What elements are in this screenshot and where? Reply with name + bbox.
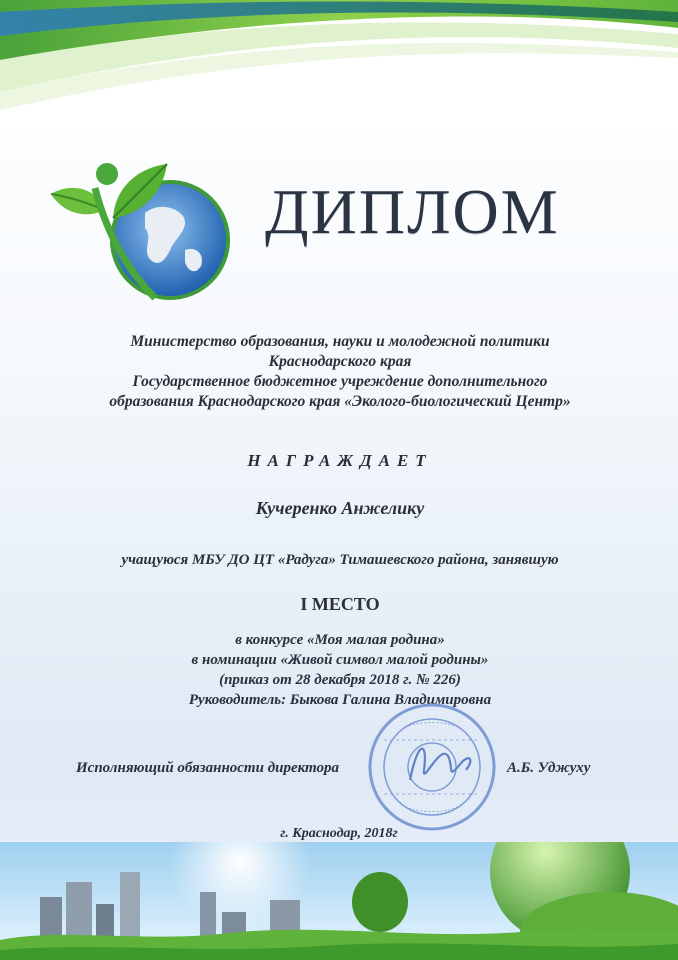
signature-row	[0, 760, 678, 790]
contest-block	[40, 630, 640, 710]
place-heading: I МЕСТО	[300, 594, 380, 614]
awards-heading: НАГРАЖДАЕТ	[247, 451, 433, 470]
contest-line: (приказ от 28 декабря 2018 г. № 226)	[219, 672, 461, 688]
student-info: учащуюся МБУ ДО ЦТ «Радуга» Тимашевского района, занявшую	[121, 552, 559, 568]
organization-line: Краснодарского края	[268, 353, 412, 370]
contest-line: в номинации «Живой символ малой родины»	[191, 652, 489, 668]
top-wave-banner	[0, 0, 678, 130]
city-year: г. Краснодар, 2018г	[280, 826, 398, 841]
leaf-globe-logo	[45, 158, 235, 308]
recipient-name: Кучеренко Анжелику	[255, 498, 425, 518]
organization-block	[40, 332, 640, 412]
contest-line: Руководитель: Быкова Галина Владимировна	[188, 692, 492, 708]
organization-line: образования Краснодарского края «Эколого-биологический Центр»	[109, 393, 571, 410]
signatory-position: Исполняющий обязанности директора	[76, 760, 340, 776]
organization-line: Министерство образования, науки и молодежной политики	[130, 333, 550, 350]
contest-line: в конкурсе «Моя малая родина»	[235, 632, 445, 648]
diploma-title: ДИПЛОМ	[265, 176, 560, 247]
bottom-scenery	[0, 842, 678, 960]
organization-line: Государственное бюджетное учреждение дополнительного	[132, 373, 548, 390]
signatory-name: А.Б. Уджуху	[507, 760, 591, 776]
